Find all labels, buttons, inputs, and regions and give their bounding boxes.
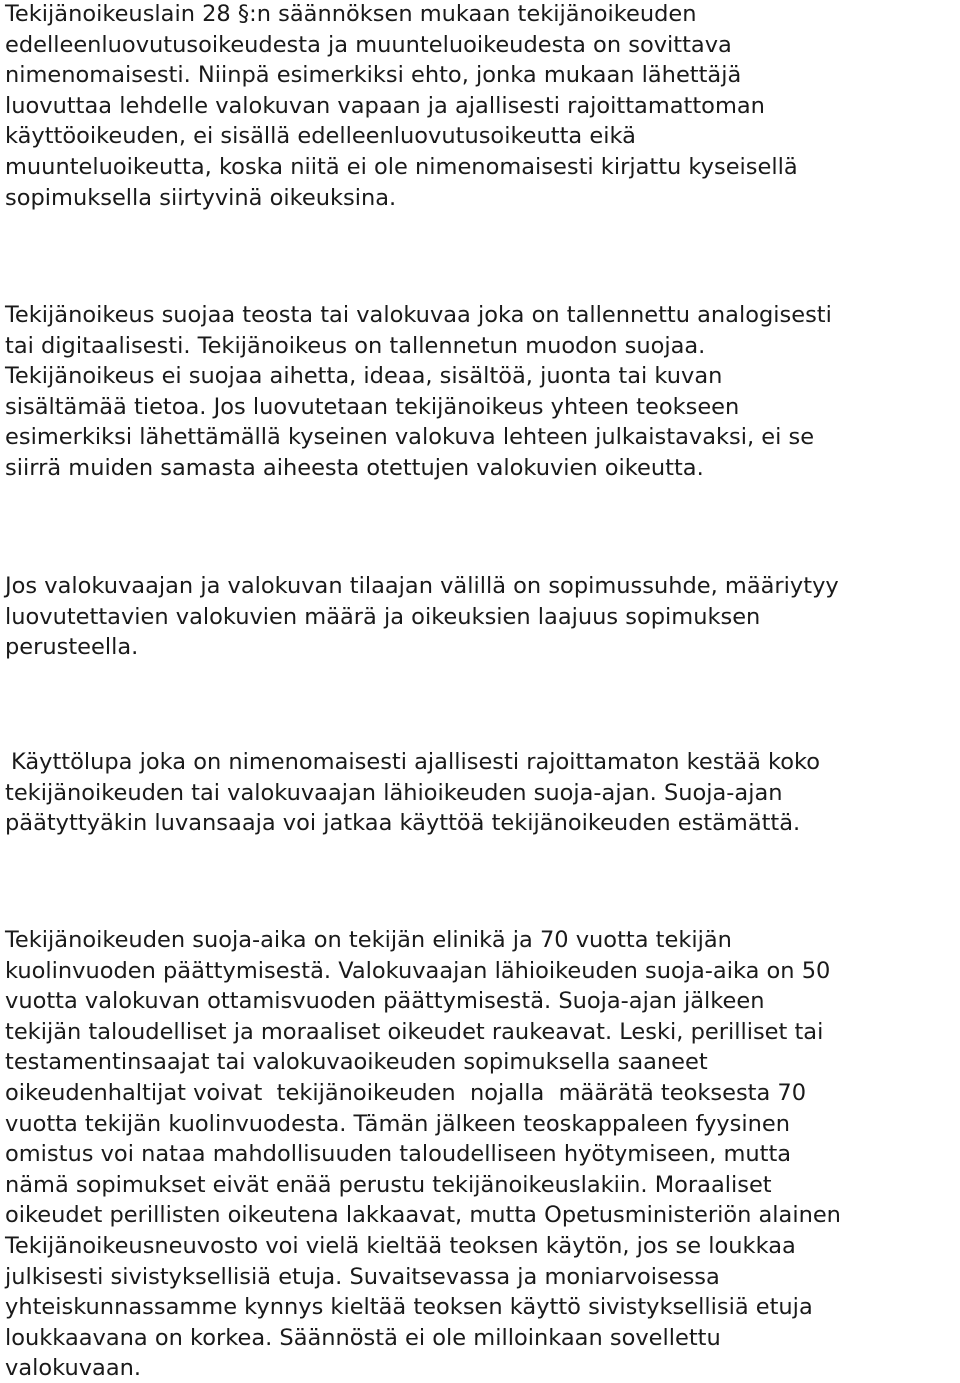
text-line: Käyttölupa joka on nimenomaisesti ajallisesti rajoittamaton kestää koko: [11, 749, 821, 775]
text-line: julkisesti sivistyksellisiä etuja. Suvaitsevassa ja moniarvoisessa: [5, 1263, 720, 1290]
text-line: Tekijänoikeus suojaa teosta tai valokuvaa joka on tallennettu analogisesti: [5, 302, 832, 328]
text-line: Tekijänoikeuslain 28 §:n säännöksen mukaan tekijänoikeuden: [5, 1, 697, 27]
text-line: testamentinsaajat tai valokuvaoikeuden sopimuksella saaneet: [5, 1049, 708, 1076]
text-line: muunteluoikeutta, koska niitä ei ole nimenomaisesti kirjattu kyseisellä: [5, 153, 798, 180]
text-line: käyttöoikeuden, ei sisällä edelleenluovutusoikeutta eikä: [5, 123, 636, 150]
text-line: siirrä muiden samasta aiheesta otettujen valokuvien oikeutta.: [5, 454, 704, 481]
text-line: sisältämää tietoa. Jos luovutetaan tekijänoikeus yhteen teokseen: [5, 393, 740, 420]
text-line: perusteella.: [5, 634, 139, 661]
text-line: loukkaavana on korkea. Säännöstä ei ole milloinkaan sovellettu: [5, 1324, 721, 1351]
text-line: Tekijänoikeus ei suojaa aihetta, ideaa, sisältöä, juonta tai kuvan: [5, 363, 723, 390]
paragraph-copyright-transfer: [5, 0, 798, 213]
text-line: esimerkiksi lähettämällä kyseinen valokuva lehteen julkaistavaksi, ei se: [5, 424, 815, 451]
paragraph-protection-period: [5, 925, 841, 1383]
text-line: yhteiskunnassamme kynnys kieltää teoksen käyttö sivistyksellisiä etuja: [5, 1294, 813, 1321]
text-line: päätyttyäkin luvansaaja voi jatkaa käyttöä tekijänoikeuden estämättä.: [5, 810, 801, 837]
text-line: valokuvaan.: [5, 1355, 142, 1382]
paragraph-contract-relationship: [5, 571, 839, 663]
text-line: nimenomaisesti. Niinpä esimerkiksi ehto, jonka mukaan lähettäjä: [5, 62, 742, 89]
text-line: luovutettavien valokuvien määrä ja oikeuksien laajuus sopimuksen: [5, 603, 761, 630]
text-line: tai digitaalisesti. Tekijänoikeus on tallennetun muodon suojaa.: [5, 332, 706, 359]
text-line: Tekijänoikeuden suoja-aika on tekijän elinikä ja 70 vuotta tekijän: [5, 927, 732, 953]
paragraph-copyright-scope: [5, 300, 832, 484]
text-line: luovuttaa lehdelle valokuvan vapaan ja ajallisesti rajoittamattoman: [5, 92, 765, 119]
text-line: tekijän taloudelliset ja moraaliset oikeudet raukeavat. Leski, perilliset tai: [5, 1018, 824, 1045]
text-line: oikeudenhaltijat voivat tekijänoikeuden nojalla määrätä teoksesta 70: [5, 1079, 807, 1106]
text-line: Jos valokuvaajan ja valokuvan tilaajan välillä on sopimussuhde, määriytyy: [5, 573, 839, 599]
text-line: vuotta tekijän kuolinvuodesta. Tämän jälkeen teoskappaleen fyysinen: [5, 1110, 790, 1137]
text-line: edelleenluovutusoikeudesta ja muunteluoikeudesta on sovittava: [5, 31, 732, 58]
text-line: omistus voi nataa mahdollisuuden taloudelliseen hyötymiseen, mutta: [5, 1141, 792, 1168]
text-line: vuotta valokuvan ottamisvuoden päättymisestä. Suoja-ajan jälkeen: [5, 988, 765, 1015]
text-line: tekijänoikeuden tai valokuvaajan lähioikeuden suoja-ajan. Suoja-ajan: [5, 779, 783, 806]
text-line: kuolinvuoden päättymisestä. Valokuvaajan lähioikeuden suoja-aika on 50: [5, 957, 831, 984]
text-line: Tekijänoikeusneuvosto voi vielä kieltää teoksen käytön, jos se loukkaa: [5, 1232, 796, 1259]
paragraph-usage-license: [5, 747, 820, 839]
text-line: oikeudet perillisten oikeutena lakkaavat, mutta Opetusministeriön alainen: [5, 1202, 841, 1229]
text-line: nämä sopimukset eivät enää perustu tekijänoikeuslakiin. Moraaliset: [5, 1171, 772, 1198]
text-line: sopimuksella siirtyvinä oikeuksina.: [5, 184, 397, 211]
